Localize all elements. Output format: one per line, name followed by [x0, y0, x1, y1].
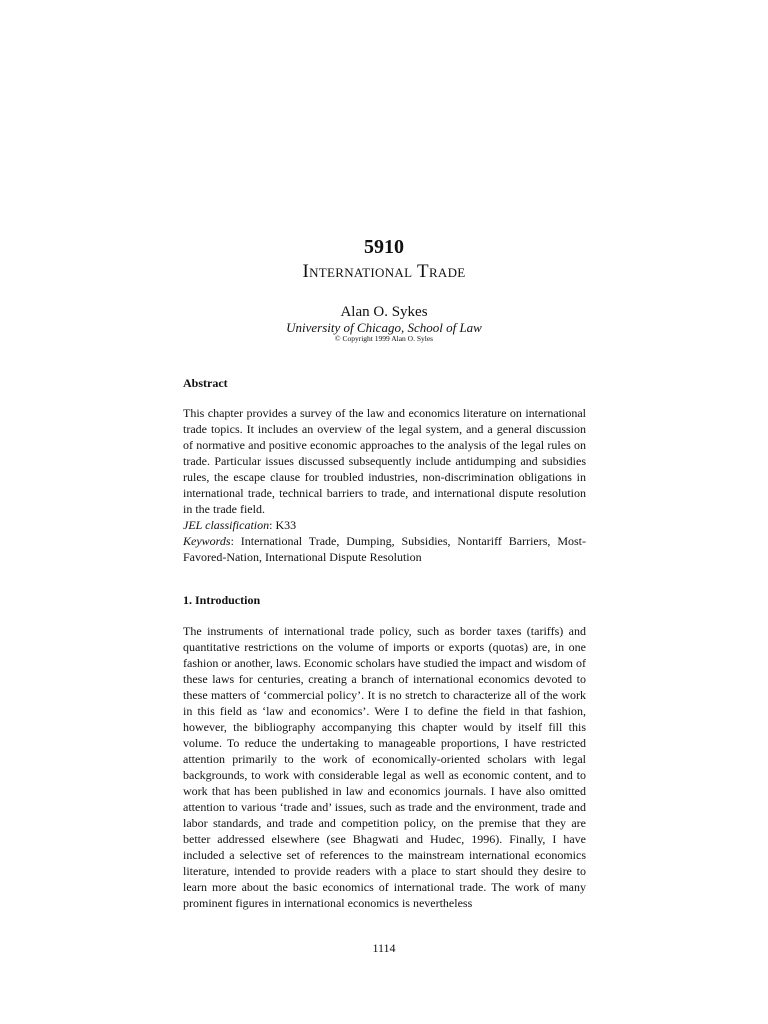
- keywords: [183, 533, 586, 565]
- keywords-value: : International Trade, Dumping, Subsidies, Nontariff Barriers, Most-Favored-Nation, International Dispute Resolution: [183, 534, 586, 564]
- abstract-heading: Abstract: [183, 376, 228, 390]
- introduction-text: The instruments of international trade policy, such as border taxes (tariffs) and quantitative restrictions on the volume of imports or exports (quotas) are, in one fashion or another, laws. Economic scholars have studied the impact and wisdom of these laws for centuries, creating a branch of international economics devoted to these matters of ‘commercial policy’. It is no stretch to characterize all of the work in this field as ‘law and economics’. Were I to define the field in that fashion, however, the bibliography accompanying this chapter would by itself fill this volume. To reduce the undertaking to manageable proportions, I have restricted attention primarily to the work of economically-oriented scholars with legal backgrounds, to work with considerable legal as well as economic content, and to work that has been published in law and economics journals. I have also omitted attention to various ‘trade and’ issues, such as trade and the environment, trade and labor standards, and trade and competition policy, on the premise that they are better addressed elsewhere (see Bhagwati and Hudec, 1996). Finally, I have included a selective set of references to the mainstream international economics literature, intended to provide readers with a place to start should they desire to learn more about the basic economics of international trade. The work of many prominent figures in international economics is nevertheless: [183, 624, 586, 910]
- abstract-text: This chapter provides a survey of the law and economics literature on international trade topics. It includes an overview of the legal system, and a general discussion of normative and positive economic approaches to the analysis of the legal rules on trade. Particular issues discussed subsequently include antidumping and subsidies rules, the escape clause for troubled industries, non-discrimination obligations in international trade, technical barriers to trade, and international dispute resolution in the trade field.: [183, 406, 586, 516]
- page-number: 1114: [372, 941, 396, 955]
- chapter-title: International Trade: [302, 261, 466, 282]
- chapter-number: 5910: [364, 236, 404, 258]
- jel-label: JEL classification: [183, 518, 270, 532]
- author-affiliation: University of Chicago, School of Law: [286, 320, 482, 335]
- introduction-heading: 1. Introduction: [183, 593, 261, 607]
- keywords-label: Keywords: [183, 534, 231, 548]
- jel-value: : K33: [269, 518, 297, 532]
- jel-classification: [183, 517, 586, 533]
- copyright-notice: © Copyright 1999 Alan O. Syles: [334, 334, 434, 343]
- author-name: Alan O. Sykes: [340, 304, 428, 320]
